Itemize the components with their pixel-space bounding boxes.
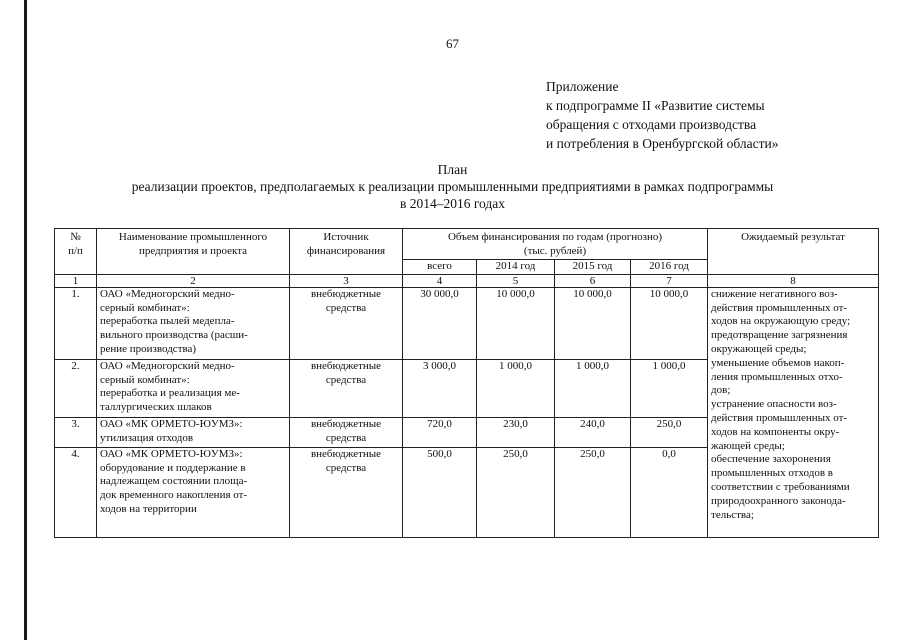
header-year-2015: 2015 год bbox=[555, 260, 631, 275]
row-source-line: внебюджетные bbox=[310, 287, 382, 300]
row-name-line: вильного производства (расши- bbox=[100, 329, 248, 342]
column-number: 3 bbox=[290, 274, 403, 287]
row-source-line: средства bbox=[325, 301, 367, 314]
plan-table bbox=[54, 228, 879, 538]
result-line: ходов на компоненты окру- bbox=[711, 425, 840, 438]
row-name-line: серный комбинат»: bbox=[100, 373, 190, 386]
row-name-line: переработка пылей медепла- bbox=[100, 315, 235, 328]
result-line: действия промышленных от- bbox=[711, 411, 848, 424]
row-total: 720,0 bbox=[403, 417, 477, 447]
row-year-2016: 0,0 bbox=[631, 447, 708, 537]
heading-line: в 2014–2016 годах bbox=[399, 196, 506, 211]
result-line: дов; bbox=[711, 384, 731, 397]
header-text: п/п bbox=[68, 244, 83, 257]
column-number-row bbox=[55, 274, 879, 287]
appendix-line: к подпрограмме II «Развитие системы bbox=[546, 98, 765, 113]
row-name bbox=[97, 447, 290, 537]
header-year-2014: 2014 год bbox=[477, 260, 555, 275]
result-line: действия промышленных от- bbox=[711, 301, 848, 314]
result-line: жающей среды; bbox=[711, 439, 785, 452]
row-year-2014: 250,0 bbox=[477, 447, 555, 537]
header-text: предприятия и проекта bbox=[138, 244, 248, 257]
row-total: 3 000,0 bbox=[403, 359, 477, 417]
row-name-line: утилизация отходов bbox=[100, 431, 194, 444]
column-number: 7 bbox=[631, 274, 708, 287]
row-name-line: рение производства) bbox=[100, 342, 197, 355]
row-name-line: ОАО «Медногорский медно- bbox=[100, 287, 235, 300]
scan-edge-line bbox=[24, 0, 27, 640]
result-line: тельства; bbox=[711, 508, 754, 521]
row-number: 2. bbox=[55, 359, 97, 417]
result-line: устранение опасности воз- bbox=[711, 398, 837, 411]
expected-result bbox=[708, 287, 879, 537]
header-text: (тыс. рублей) bbox=[523, 244, 587, 257]
heading-line: реализации проектов, предполагаемых к реализации промышленными предприятиями в рамках подпрограммы bbox=[131, 179, 774, 194]
table-row bbox=[55, 287, 879, 359]
header-total: всего bbox=[403, 260, 477, 275]
row-year-2015: 240,0 bbox=[555, 417, 631, 447]
appendix-line: и потребления в Оренбургской области» bbox=[546, 136, 779, 151]
header-text: финансирования bbox=[306, 244, 386, 257]
column-number: 8 bbox=[708, 274, 879, 287]
row-source-line: средства bbox=[325, 431, 367, 444]
header-funding bbox=[403, 229, 708, 260]
header-text: № bbox=[70, 231, 81, 243]
row-total: 500,0 bbox=[403, 447, 477, 537]
row-source bbox=[290, 287, 403, 359]
header-year-2016: 2016 год bbox=[631, 260, 708, 275]
appendix-line: обращения с отходами производства bbox=[546, 117, 757, 132]
result-line: предотвращение загрязнения bbox=[711, 329, 848, 342]
appendix-note bbox=[546, 77, 778, 153]
row-name bbox=[97, 359, 290, 417]
result-line: соответствии с требованиями bbox=[711, 480, 850, 493]
row-year-2016: 1 000,0 bbox=[631, 359, 708, 417]
column-number: 4 bbox=[403, 274, 477, 287]
result-line: ления промышленных отхо- bbox=[711, 370, 843, 383]
row-source-line: внебюджетные bbox=[310, 359, 382, 372]
header-text: Наименование промышленного bbox=[118, 231, 268, 243]
row-name bbox=[97, 287, 290, 359]
column-number: 6 bbox=[555, 274, 631, 287]
result-line: окружающей среды; bbox=[711, 342, 807, 355]
row-name-line: ходов на территории bbox=[100, 502, 197, 515]
result-line: промышленных отходов в bbox=[711, 467, 833, 480]
row-name-line: надлежащем состоянии площа- bbox=[100, 475, 248, 488]
row-year-2016: 250,0 bbox=[631, 417, 708, 447]
column-number: 5 bbox=[477, 274, 555, 287]
row-number: 3. bbox=[55, 417, 97, 447]
row-year-2014: 230,0 bbox=[477, 417, 555, 447]
row-total: 30 000,0 bbox=[403, 287, 477, 359]
appendix-line: Приложение bbox=[546, 79, 619, 94]
header-row bbox=[55, 229, 879, 260]
row-year-2016: 10 000,0 bbox=[631, 287, 708, 359]
row-year-2015: 1 000,0 bbox=[555, 359, 631, 417]
row-source-line: внебюджетные bbox=[310, 417, 382, 430]
row-name-line: док временного накопления от- bbox=[100, 489, 248, 502]
row-number: 1. bbox=[55, 287, 97, 359]
row-source bbox=[290, 447, 403, 537]
row-year-2014: 10 000,0 bbox=[477, 287, 555, 359]
column-number: 1 bbox=[55, 274, 97, 287]
row-number: 4. bbox=[55, 447, 97, 537]
document-heading bbox=[0, 161, 905, 212]
row-source bbox=[290, 359, 403, 417]
column-number: 2 bbox=[97, 274, 290, 287]
header-result: Ожидаемый результат bbox=[708, 229, 879, 275]
heading-title: План bbox=[437, 162, 468, 177]
header-source bbox=[290, 229, 403, 275]
header-num bbox=[55, 229, 97, 275]
row-name-line: ОАО «МК ОРМЕТО-ЮУМЗ»: bbox=[100, 417, 243, 430]
row-year-2015: 10 000,0 bbox=[555, 287, 631, 359]
row-name-line: таллургических шлаков bbox=[100, 401, 212, 414]
row-name-line: серный комбинат»: bbox=[100, 301, 190, 314]
result-line: уменьшение объемов накоп- bbox=[711, 356, 845, 369]
result-line: ходов на окружающую среду; bbox=[711, 315, 851, 328]
result-line: снижение негативного воз- bbox=[711, 287, 838, 300]
row-name-line: ОАО «Медногорский медно- bbox=[100, 359, 235, 372]
row-year-2014: 1 000,0 bbox=[477, 359, 555, 417]
header-name bbox=[97, 229, 290, 275]
row-source-line: средства bbox=[325, 373, 367, 386]
row-name-line: ОАО «МК ОРМЕТО-ЮУМЗ»: bbox=[100, 447, 243, 460]
result-line: обеспечение захоронения bbox=[711, 453, 831, 466]
page-number: 67 bbox=[446, 36, 459, 51]
row-name-line: переработка и реализация ме- bbox=[100, 387, 240, 400]
header-text: Объем финансирования по годам (прогнозно) bbox=[447, 231, 663, 243]
result-line: природоохранного законода- bbox=[711, 494, 846, 507]
row-name-line: оборудование и поддержание в bbox=[100, 461, 246, 474]
row-source-line: внебюджетные bbox=[310, 447, 382, 460]
row-source-line: средства bbox=[325, 461, 367, 474]
header-text: Источник bbox=[323, 231, 369, 243]
row-year-2015: 250,0 bbox=[555, 447, 631, 537]
row-name bbox=[97, 417, 290, 447]
row-source bbox=[290, 417, 403, 447]
